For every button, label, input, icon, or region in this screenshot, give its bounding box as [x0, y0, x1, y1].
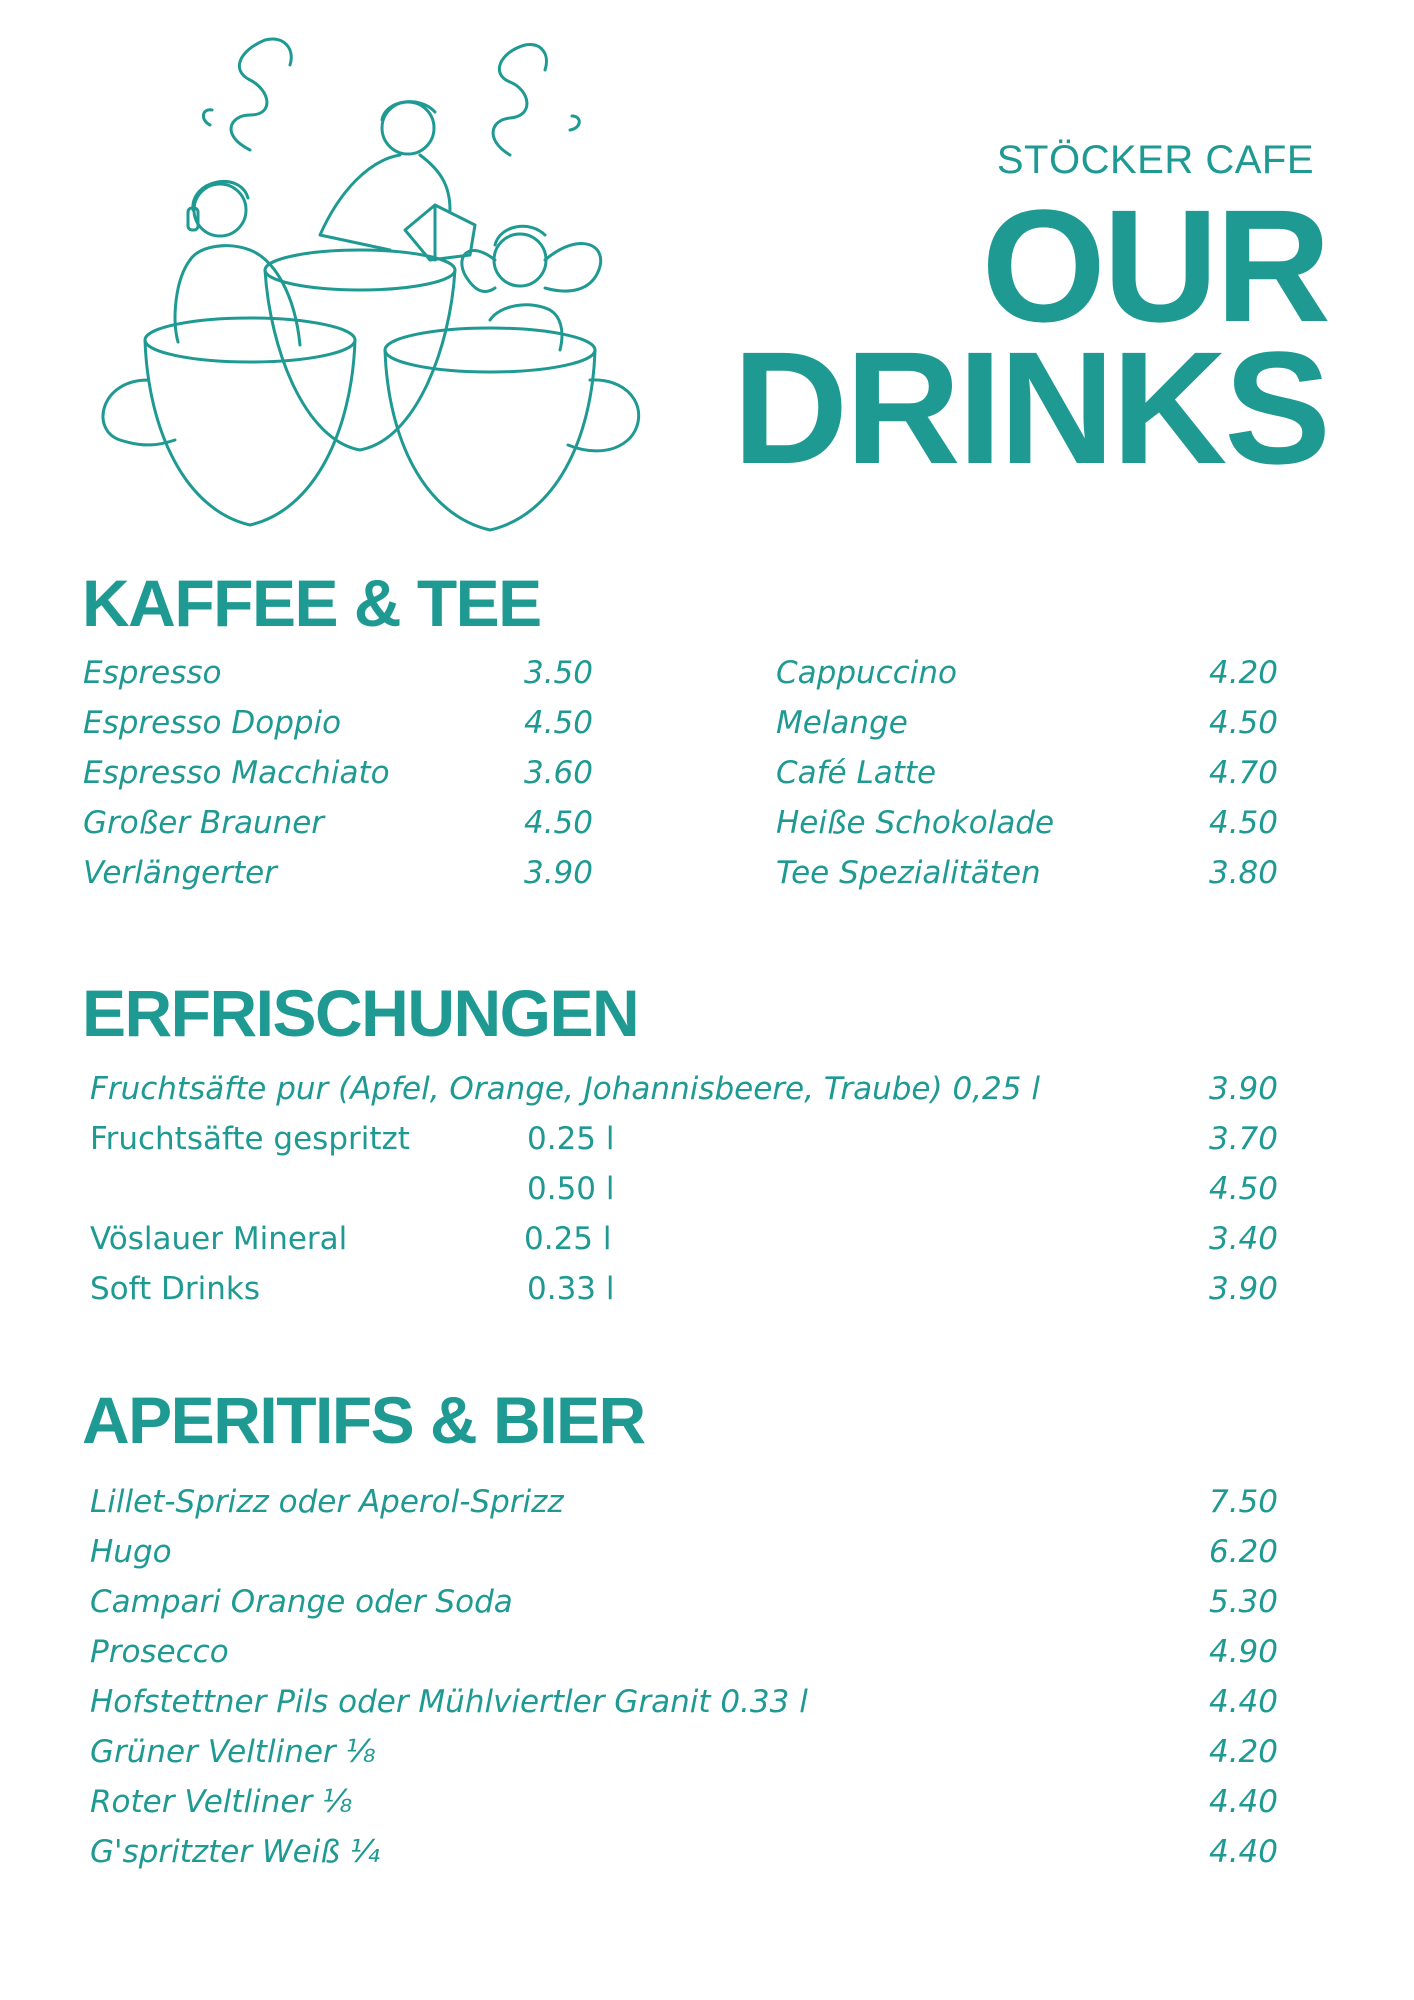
- item-name: Hofstettner Pils oder Mühlviertler Granit 0.33 l: [90, 1684, 808, 1720]
- menu-item: [776, 848, 1278, 898]
- menu-item: [90, 1527, 1278, 1577]
- menu-item: [90, 1727, 1278, 1777]
- item-name: Großer Brauner: [83, 805, 325, 841]
- item-price: 4.40: [1208, 1684, 1278, 1720]
- item-size: 0.50 l: [527, 1171, 615, 1207]
- item-name: Prosecco: [90, 1634, 229, 1670]
- item-price: 6.20: [1208, 1534, 1278, 1570]
- item-name: Fruchtsäfte pur (Apfel, Orange, Johannisbeere, Traube) 0,25 l: [90, 1071, 1040, 1107]
- item-price: 4.70: [1208, 755, 1278, 791]
- item-price: 3.60: [523, 755, 593, 791]
- item-price: 4.40: [1208, 1834, 1278, 1870]
- item-name: Espresso Doppio: [83, 705, 342, 741]
- steam-left-icon: [231, 39, 291, 150]
- item-price: 3.90: [1208, 1271, 1278, 1307]
- item-price: 4.50: [1208, 705, 1278, 741]
- item-price: 3.70: [1208, 1121, 1278, 1157]
- item-price: 4.20: [1208, 1734, 1278, 1770]
- item-size: 0.33 l: [527, 1271, 615, 1307]
- item-price: 3.40: [1208, 1221, 1278, 1257]
- item-price: 3.90: [523, 855, 593, 891]
- menu-item: [83, 698, 593, 748]
- menu-item: [83, 848, 593, 898]
- item-name: Verlängerter: [83, 855, 277, 891]
- item-price: 4.50: [1208, 1171, 1278, 1207]
- menu-item: [83, 748, 593, 798]
- menu-item: [83, 798, 593, 848]
- item-name: Grüner Veltliner ⅛: [90, 1734, 376, 1770]
- item-price: 4.40: [1208, 1784, 1278, 1820]
- menu-item: [90, 1064, 1278, 1114]
- item-name: Café Latte: [776, 755, 937, 791]
- menu-item: [90, 1677, 1278, 1727]
- item-name: Soft Drinks: [90, 1271, 261, 1307]
- item-price: 3.80: [1208, 855, 1278, 891]
- item-name: Espresso: [83, 655, 222, 691]
- menu-item: [776, 648, 1278, 698]
- menu-item: [90, 1627, 1278, 1677]
- item-name: Roter Veltliner ⅛: [90, 1784, 353, 1820]
- cafe-name: STÖCKER CAFE: [996, 138, 1314, 182]
- menu-item: [776, 798, 1278, 848]
- item-price: 4.20: [1208, 655, 1278, 691]
- item-size: 0.25 l: [527, 1121, 615, 1157]
- menu-item: [90, 1214, 1278, 1264]
- menu-item: [90, 1114, 1278, 1164]
- steam-right-icon: [493, 45, 546, 155]
- item-name: Tee Spezialitäten: [776, 855, 1041, 891]
- item-name: Vöslauer Mineral: [90, 1221, 348, 1257]
- menu-item: [776, 748, 1278, 798]
- coffee-cups-illustration: [90, 20, 670, 540]
- item-name: G'spritzter Weiß ¼: [90, 1834, 380, 1870]
- section-title-aperitifs: APERITIFS & BIER: [82, 1383, 645, 1457]
- menu-item: [90, 1577, 1278, 1627]
- section-title-erfrischungen: ERFRISCHUNGEN: [82, 976, 639, 1050]
- item-name: Espresso Macchiato: [83, 755, 390, 791]
- item-price: 7.50: [1208, 1484, 1278, 1520]
- menu-item: [90, 1827, 1278, 1877]
- title-line-2: DRINKS: [732, 318, 1328, 497]
- item-price: 5.30: [1208, 1584, 1278, 1620]
- item-name: Fruchtsäfte gespritzt: [90, 1121, 410, 1157]
- item-price: 3.50: [523, 655, 593, 691]
- item-name: Campari Orange oder Soda: [90, 1584, 513, 1620]
- item-name: Hugo: [90, 1534, 172, 1570]
- item-price: 3.90: [1208, 1071, 1278, 1107]
- title-line-1: OUR: [981, 176, 1328, 355]
- menu-item: [90, 1477, 1278, 1527]
- item-size: 0.25 l: [524, 1221, 612, 1257]
- section-title-kaffee: KAFFEE & TEE: [82, 566, 541, 640]
- item-price: 4.50: [523, 705, 593, 741]
- item-name: Lillet-Sprizz oder Aperol-Sprizz: [90, 1484, 564, 1520]
- menu-item: [90, 1164, 1278, 1214]
- item-name: Melange: [776, 705, 908, 741]
- menu-item: [83, 648, 593, 698]
- menu-item: [90, 1777, 1278, 1827]
- page-title: [732, 176, 1328, 497]
- item-name: Heiße Schokolade: [776, 805, 1055, 841]
- menu-item: [90, 1264, 1278, 1314]
- item-price: 4.50: [1208, 805, 1278, 841]
- item-price: 4.50: [523, 805, 593, 841]
- item-name: Cappuccino: [776, 655, 957, 691]
- menu-item: [776, 698, 1278, 748]
- item-price: 4.90: [1208, 1634, 1278, 1670]
